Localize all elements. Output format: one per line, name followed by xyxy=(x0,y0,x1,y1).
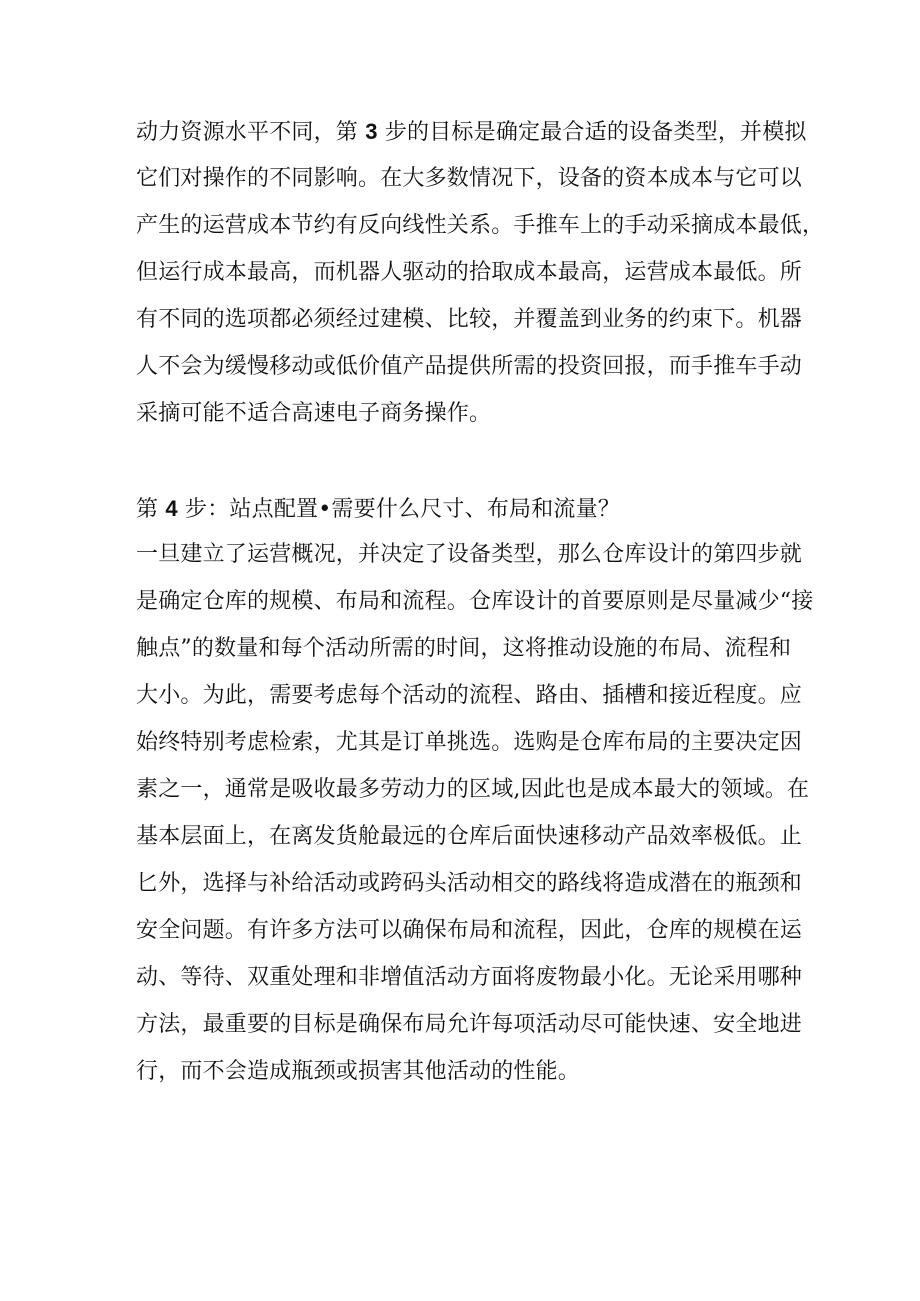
text-segment: 第 xyxy=(136,497,166,522)
paragraph-2-line-12: 行，而不会造成瓶颈或损害其他活动的性能。 xyxy=(136,1059,581,1084)
paragraph-1-line-1 xyxy=(136,117,807,147)
paragraph-2-line-9: 安全问题。有许多方法可以确保布局和流程，因此，仓库的规模在运 xyxy=(136,918,803,943)
paragraph-2-line-3: 触点”的数量和每个活动所需的时间，这将推动设施的布局、流程和 xyxy=(136,636,792,661)
paragraph-2-line-11: 方法，最重要的目标是确保布局允许每项活动尽可能快速、安全地进 xyxy=(136,1012,803,1037)
text-segment: 步：站点配置•需要什么尺寸、布局和流量？ xyxy=(177,497,621,522)
text-segment: 步的目标是确定最合适的设备类型，并模拟 xyxy=(377,120,807,145)
paragraph-1-line-4: 但运行成本最高，而机器人驱动的拾取成本最高，运营成本最低。所 xyxy=(136,260,803,285)
paragraph-1-line-3: 产生的运营成本节约有反向线性关系。手推车上的手动采摘成本最低， xyxy=(136,213,825,238)
paragraph-1-line-6: 人不会为缓慢移动或低价值产品提供所需的投资回报，而手推车手动 xyxy=(136,354,803,379)
paragraph-2-line-6: 素之一，通常是吸收最多劳动力的区域,因此也是成本最大的领域。在 xyxy=(136,777,810,802)
paragraph-2-line-8: 匕外，选择与补给活动或跨码头活动相交的路线将造成潜在的瓶颈和 xyxy=(136,871,803,896)
text-segment: 动力资源水平不同，第 xyxy=(136,120,366,145)
paragraph-2-line-7: 基本层面上，在离发货舱最远的仓库后面快速移动产品效率极低。止 xyxy=(136,824,803,849)
paragraph-2-line-1: 一旦建立了运营概况，并决定了设备类型，那么仓库设计的第四步就 xyxy=(136,542,803,567)
step-number: 4 xyxy=(165,496,178,521)
step-number: 3 xyxy=(365,119,378,144)
paragraph-1-line-5: 有不同的选项都必须经过建模、比较，并覆盖到业务的约束下。机器 xyxy=(136,307,803,332)
paragraph-2-line-5: 始终特别考虑检索，尤其是订单挑选。选购是仓库布局的主要决定因 xyxy=(136,730,803,755)
paragraph-1-line-2: 它们对操作的不同影响。在大多数情况下，设备的资本成本与它可以 xyxy=(136,166,803,191)
section-heading xyxy=(136,494,620,524)
paragraph-2-line-4: 大小。为此，需要考虑每个活动的流程、路由、插槽和接近程度。应 xyxy=(136,683,803,708)
paragraph-2-line-2: 是确定仓库的规模、布局和流程。仓库设计的首要原则是尽量减少“接 xyxy=(136,589,814,614)
paragraph-1-line-7: 采摘可能不适合高速电子商务操作。 xyxy=(136,401,492,426)
paragraph-2-line-10: 动、等待、双重处理和非增值活动方面将废物最小化。无论采用哪种 xyxy=(136,965,803,990)
